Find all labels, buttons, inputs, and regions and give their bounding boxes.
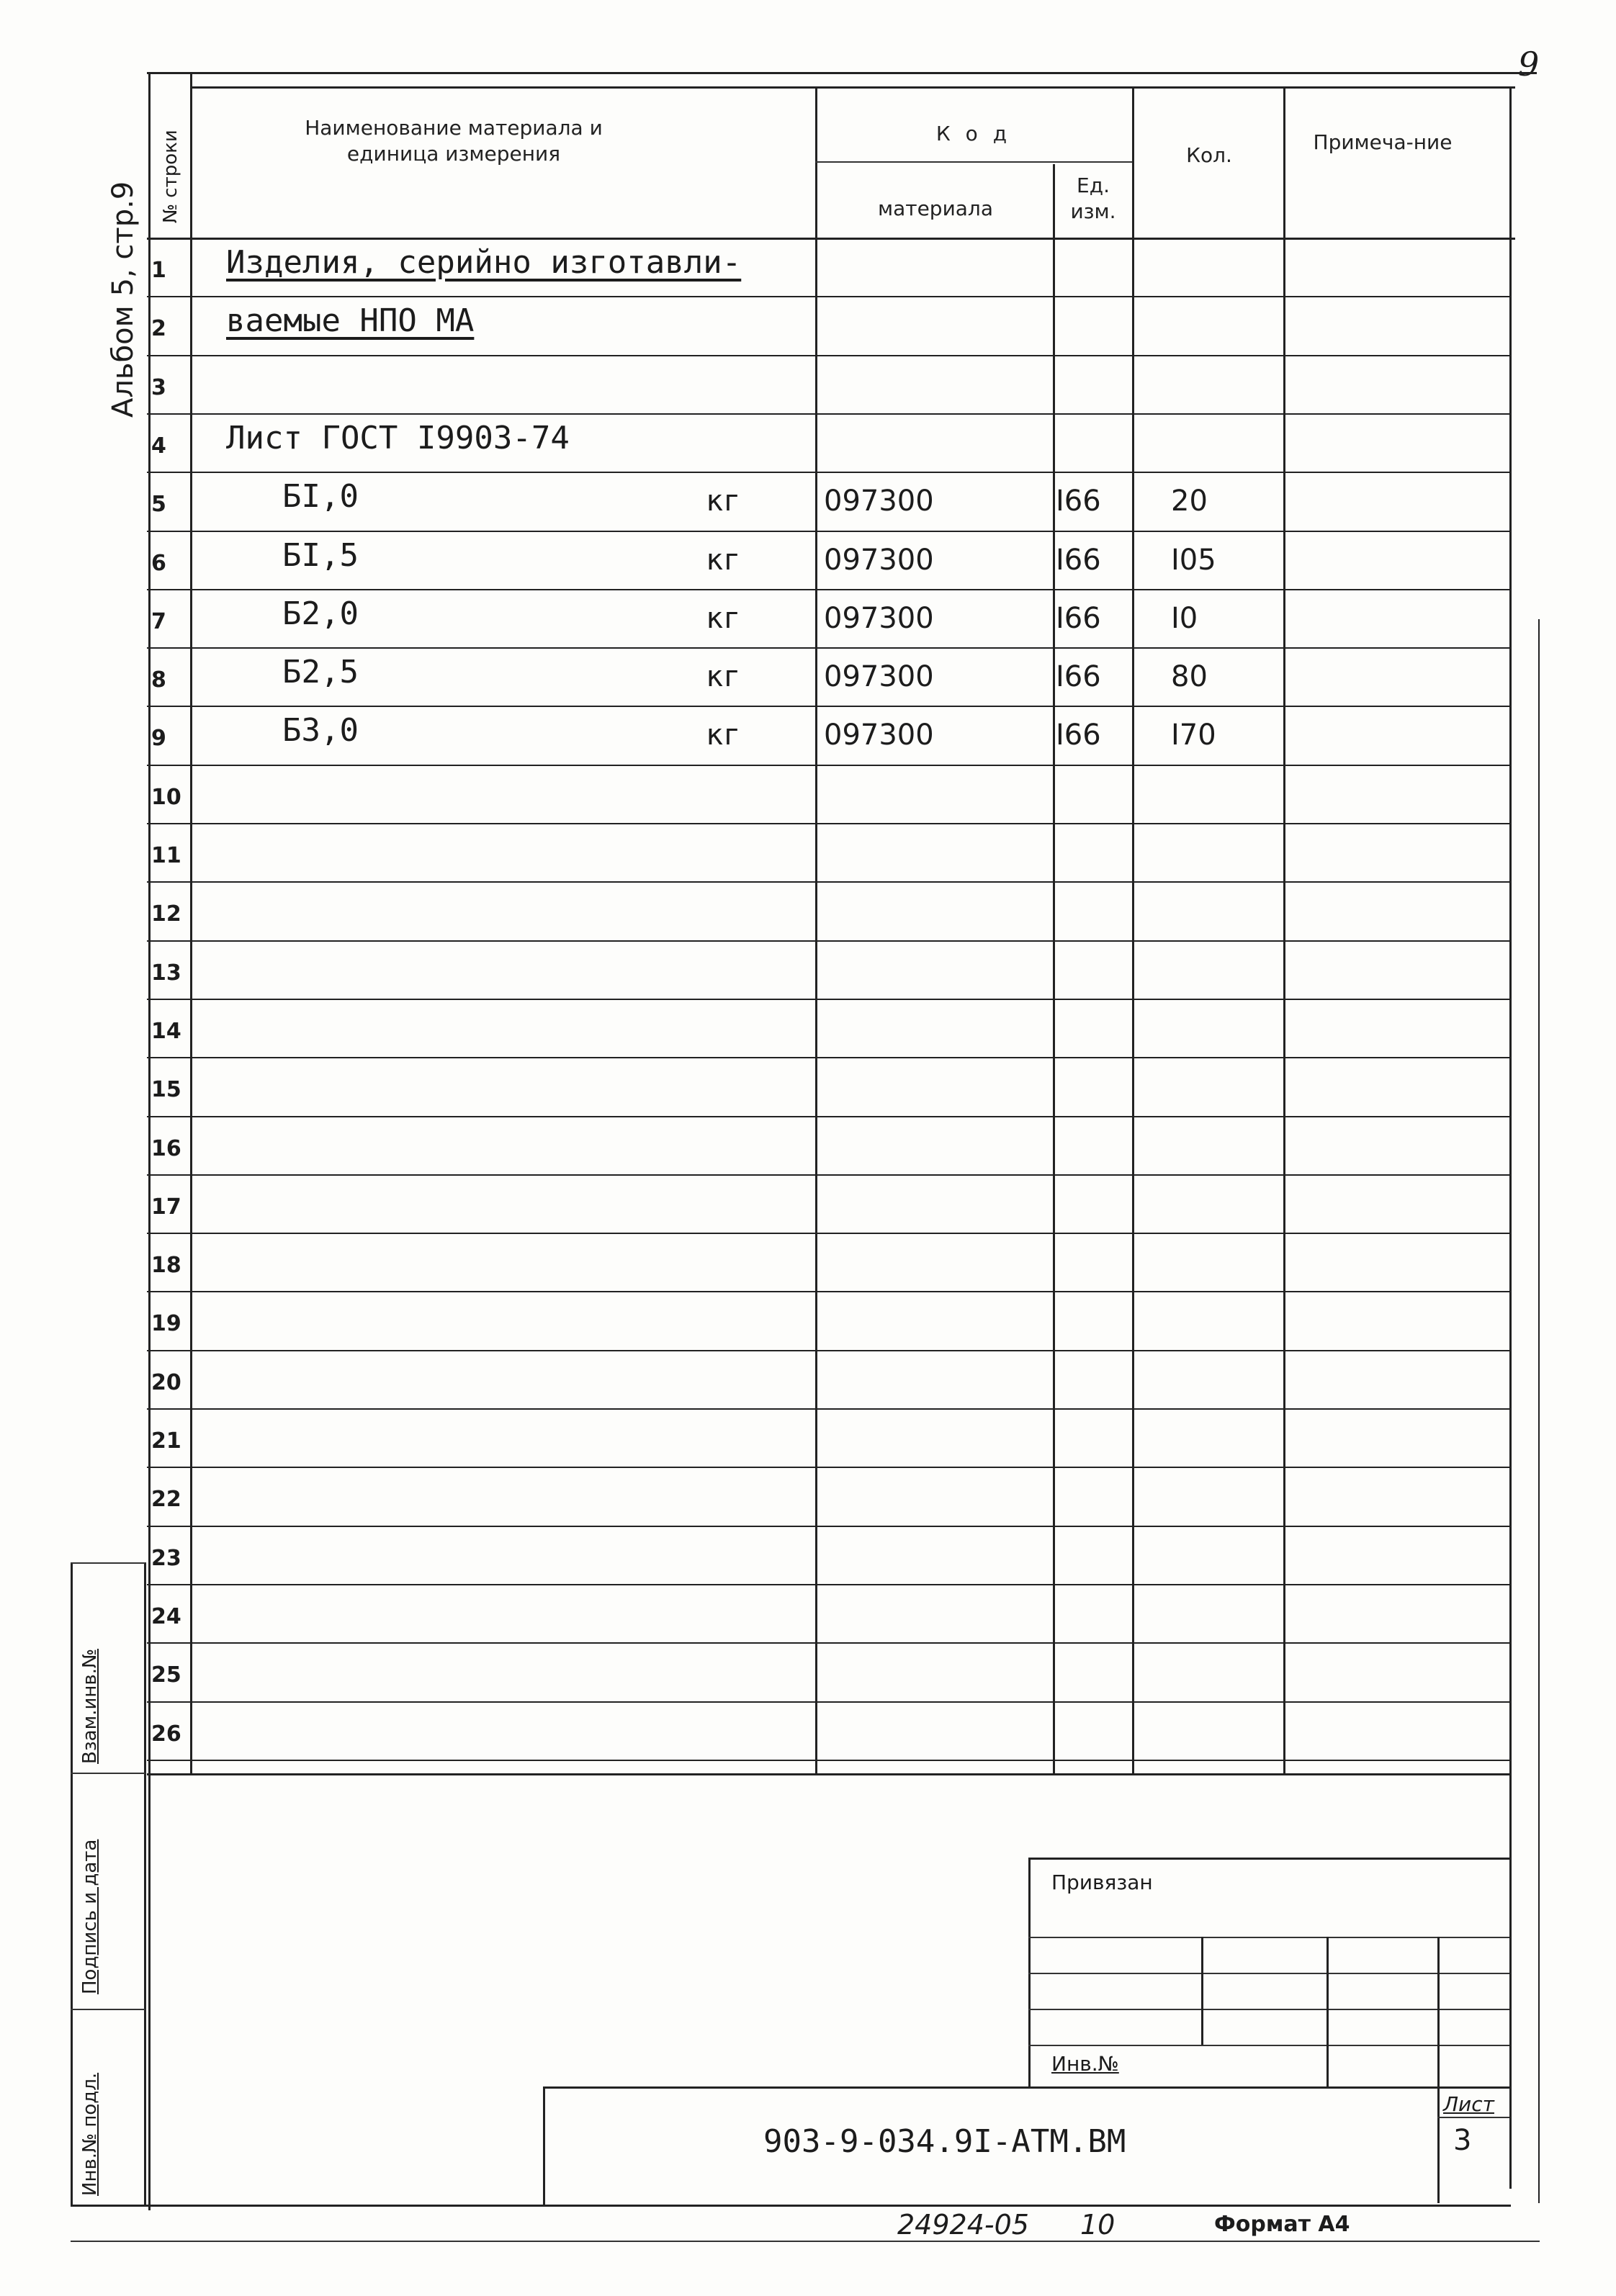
header-note: Примеча-ние [1313,130,1453,154]
unit-name: кг [706,485,741,518]
quantity: I0 [1171,602,1198,635]
row-number: 21 [151,1428,181,1454]
material-code: 097300 [824,485,934,518]
row-divider [147,1233,1511,1234]
row-number: 24 [151,1604,181,1629]
row-divider [147,355,1511,356]
row-number: 18 [151,1253,181,1278]
privyazan-label: Привязан [1051,1870,1153,1894]
material-code: 097300 [824,660,934,693]
header-code: К о д [935,122,1012,145]
header-quantity: Кол. [1186,143,1232,167]
row-number: 19 [151,1311,181,1336]
row-divider [147,531,1511,532]
row-divider [147,1584,1511,1585]
row-divider [147,1408,1511,1410]
row-number: 10 [151,785,181,810]
unit-name: кг [706,602,741,635]
row-divider [147,1116,1511,1117]
row-number: 17 [151,1194,181,1220]
material-name: БI,0 [282,478,359,515]
margin-podpis-data: Подпись и дата [79,1839,101,1994]
row-divider [147,823,1511,824]
footer-stamp: 24924-05 [897,2209,1029,2241]
unit-code: I66 [1056,485,1101,518]
row-number: 12 [151,901,181,927]
material-name: Б2,0 [282,595,359,632]
footer-format: Формат А4 [1214,2212,1350,2237]
row-divider [147,472,1511,473]
header-material-name: Наименование материала и единица измерения [305,116,603,166]
row-divider [147,881,1511,883]
row-number: 13 [151,960,181,986]
row-number: 22 [151,1487,181,1512]
side-album-label: Альбом 5, стр.9 [107,181,140,418]
unit-name: кг [706,660,741,693]
row-number: 15 [151,1077,181,1102]
unit-code: I66 [1056,660,1101,693]
unit-code: I66 [1056,602,1101,635]
row-number: 9 [151,726,166,751]
sheet-label: Лист [1443,2092,1494,2116]
row-divider [147,1760,1511,1761]
inv-no-label: Инв.№ [1051,2052,1119,2076]
quantity: 80 [1171,660,1208,693]
header-unit: Ед. изм. [1070,174,1116,223]
quantity: 20 [1171,485,1208,518]
margin-inv-podl: Инв.№ подл. [79,2072,101,2196]
row-number: 11 [151,843,181,868]
row-divider [147,1174,1511,1176]
row-number: 8 [151,667,166,693]
row-divider [147,1057,1511,1058]
row-number: 4 [151,433,166,459]
row-divider [147,940,1511,942]
row-number: 26 [151,1721,181,1747]
header-row-number: № строки [160,130,181,223]
row-number: 14 [151,1019,181,1044]
row-divider [147,999,1511,1000]
unit-code: I66 [1056,719,1101,752]
material-name: Изделия, серийно изготавли- [226,244,742,281]
unit-code: I66 [1056,544,1101,577]
material-code: 097300 [824,602,934,635]
row-divider [147,1350,1511,1351]
material-code: 097300 [824,544,934,577]
row-number: 25 [151,1662,181,1688]
material-name: Лист ГОСТ I9903-74 [226,420,570,456]
footer-stamp-2: 10 [1080,2209,1116,2241]
margin-vzam-inv: Взам.инв.№ [79,1649,101,1764]
row-number: 3 [151,375,166,400]
row-divider [147,1467,1511,1468]
row-divider [147,765,1511,766]
unit-name: кг [706,544,741,577]
row-number: 7 [151,609,166,634]
material-code: 097300 [824,719,934,752]
row-number: 20 [151,1370,181,1395]
row-number: 1 [151,258,166,283]
row-divider [147,413,1511,415]
row-divider [147,1701,1511,1703]
row-divider [147,706,1511,707]
row-divider [147,1526,1511,1527]
document-code: 903-9-034.9I-АТМ.ВМ [763,2123,1126,2160]
unit-name: кг [706,719,741,752]
row-divider [147,1642,1511,1644]
page-corner-number: 9 [1518,45,1540,84]
quantity: I70 [1171,719,1216,752]
row-number: 5 [151,492,166,517]
material-name: БI,5 [282,537,359,574]
row-divider [147,1291,1511,1292]
quantity: I05 [1171,544,1216,577]
header-material-code: материала [877,197,993,220]
row-number: 16 [151,1136,181,1161]
sheet-number: 3 [1453,2124,1472,2157]
row-divider [147,647,1511,649]
material-name: Б2,5 [282,654,359,690]
material-name: Б3,0 [282,712,359,749]
row-number: 23 [151,1546,181,1571]
row-divider [147,589,1511,590]
row-number: 2 [151,316,166,341]
row-number: 6 [151,551,166,576]
material-name: ваемые НПО МА [226,302,475,339]
row-divider [147,296,1511,297]
